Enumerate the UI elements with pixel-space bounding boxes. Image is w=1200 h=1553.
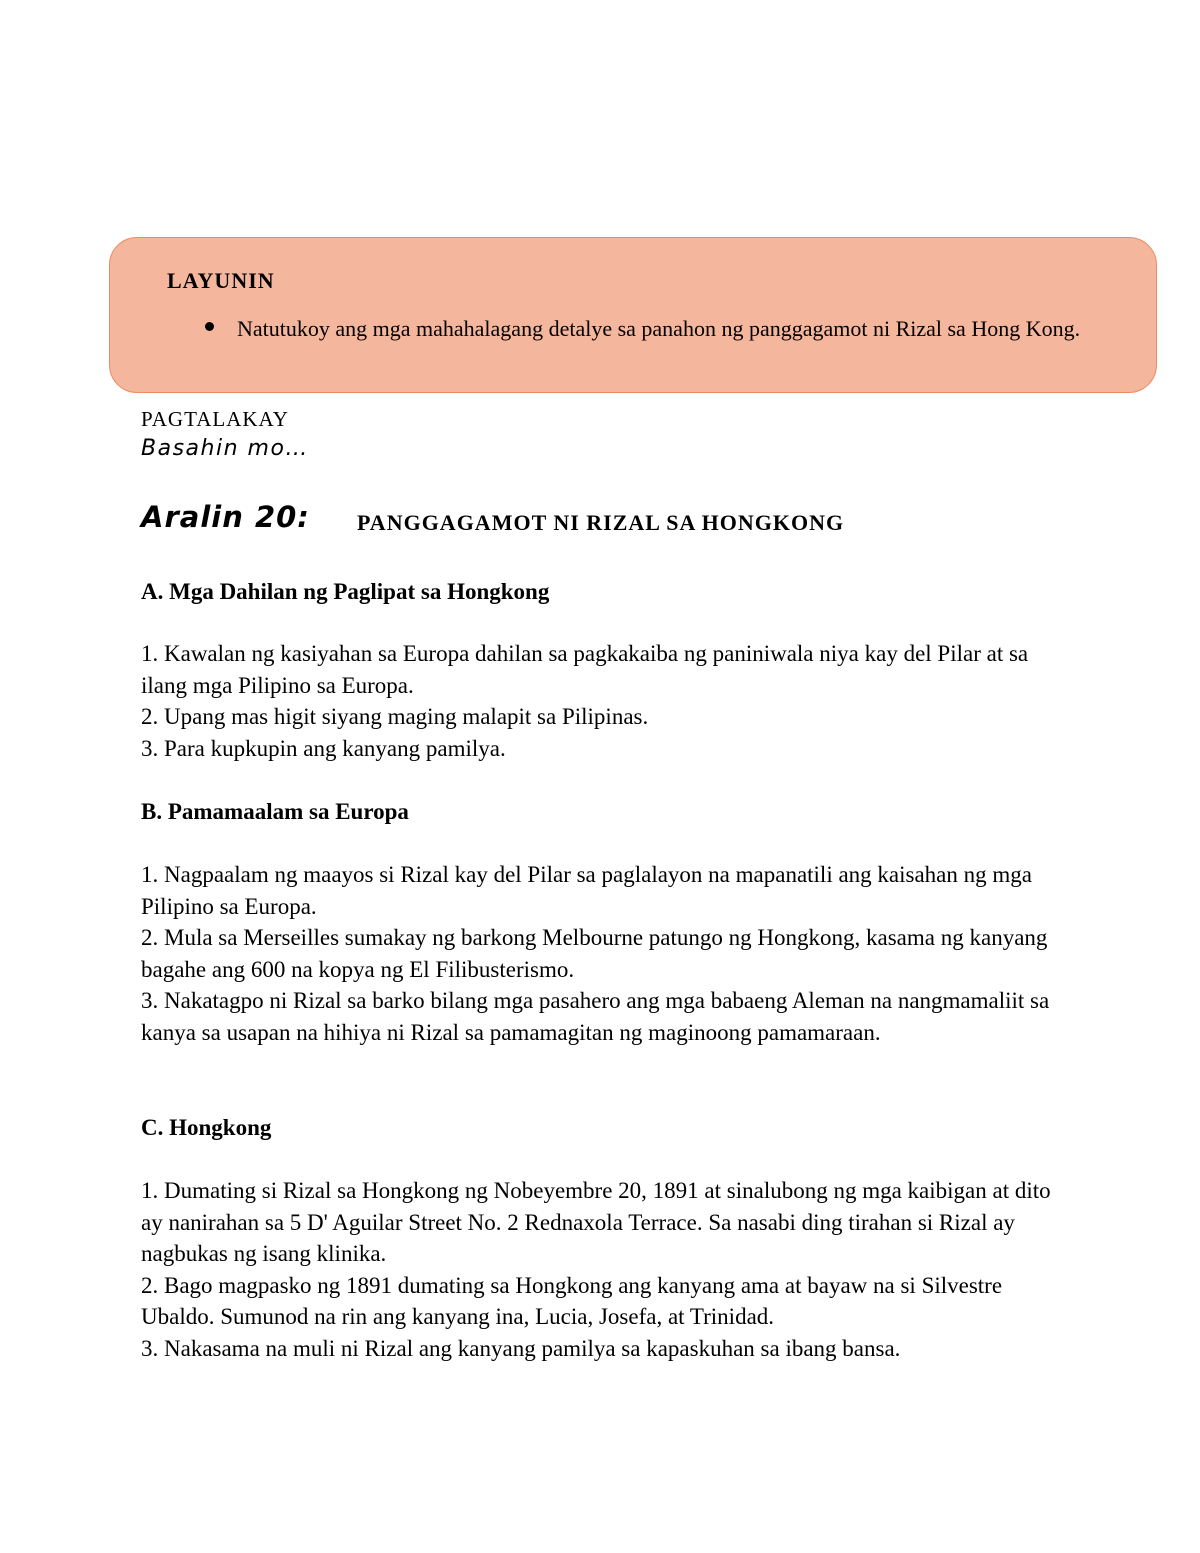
section-heading: B. Pamamaalam sa Europa xyxy=(141,799,409,824)
list-item: 2. Upang mas higit siyang maging malapit sa Pilipinas. xyxy=(141,704,649,729)
section-heading: A. Mga Dahilan ng Paglipat sa Hongkong xyxy=(141,579,550,604)
section-body xyxy=(141,638,1061,764)
bullet-icon xyxy=(205,322,214,331)
list-item: 3. Para kupkupin ang kanyang pamilya. xyxy=(141,735,506,761)
objective-title: LAYUNIN xyxy=(167,268,275,293)
lesson-heading xyxy=(141,500,845,540)
objective-item: Natutukoy ang mga mahahalagang detalye sa panahon ng panggagamot ni Rizal sa Hong Kong. xyxy=(237,316,1081,341)
discussion-label: PAGTALAKAY xyxy=(141,407,289,431)
section-body xyxy=(141,1175,1061,1364)
list-item: 2. Bago magpasko ng 1891 dumating sa Hongkong ang kanyang ama at bayaw na si Silvestre Ubaldo. Sumunod na rin ang kanyang ina, Lucia, Josefa, at Trinidad. xyxy=(141,1272,1003,1329)
list-item: 1. Nagpaalam ng maayos si Rizal kay del Pilar sa paglalayon na mapanatili ang kaisahan ng mga Pilipino sa Europa. xyxy=(141,862,1032,919)
lesson-number: Aralin 20: xyxy=(141,500,310,534)
list-item: 3. Nakasama na muli ni Rizal ang kanyang pamilya sa kapaskuhan sa ibang bansa. xyxy=(141,1335,901,1361)
list-item: 1. Dumating si Rizal sa Hongkong ng Nobeyembre 20, 1891 at sinalubong ng mga kaibigan at dito ay nanirahan sa 5 D' Aguilar Street No. 2 Rednaxola Terrace. Sa nasabi ding tirahan si Rizal ay nagbukas ng isang klinika. xyxy=(141,1178,1051,1266)
read-prompt: Basahin mo… xyxy=(141,436,309,461)
objective-box xyxy=(109,237,1157,393)
list-item: 1. Kawalan ng kasiyahan sa Europa dahilan sa pagkakaiba ng paniniwala niya kay del Pilar at sa ilang mga Pilipino sa Europa. xyxy=(141,641,1029,698)
lesson-title: PANGGAGAMOT NI RIZAL SA HONGKONG xyxy=(357,510,845,535)
section-body xyxy=(141,859,1061,1048)
section-heading: C. Hongkong xyxy=(141,1115,272,1140)
list-item: 2. Mula sa Merseilles sumakay ng barkong Melbourne patungo ng Hongkong, kasama ng kanyang bagahe ang 600 na kopya ng El Filibusterismo. xyxy=(141,925,1048,982)
list-item: 3. Nakatagpo ni Rizal sa barko bilang mga pasahero ang mga babaeng Aleman na nangmamaliit sa kanya sa usapan na hihiya ni Rizal sa pamamagitan ng maginoong pamamaraan. xyxy=(141,988,1050,1045)
